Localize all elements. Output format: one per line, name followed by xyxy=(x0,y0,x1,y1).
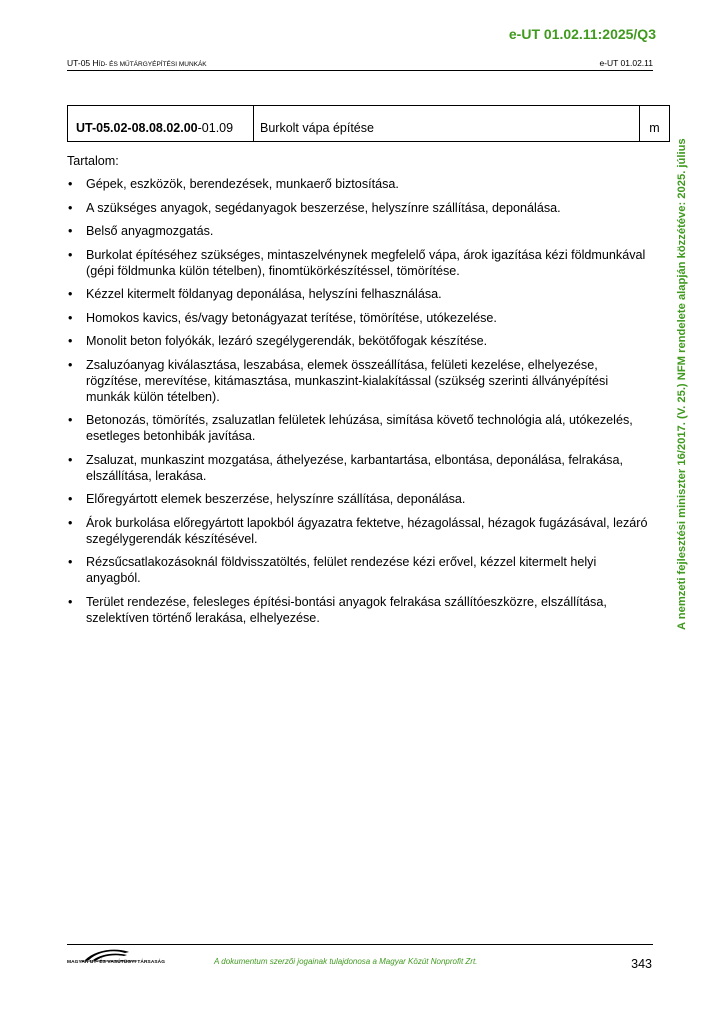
content-list-item-text: A szükséges anyagok, segédanyagok beszerzése, helyszínre szállítása, deponálása. xyxy=(86,200,561,215)
content-list-item xyxy=(67,333,653,349)
item-table xyxy=(67,105,670,142)
content-section xyxy=(67,153,653,633)
content-list-item-text: Gépek, eszközök, berendezések, munkaerő biztosítása. xyxy=(86,177,399,191)
content-list-item xyxy=(67,310,653,326)
running-header xyxy=(67,58,653,71)
content-list-item xyxy=(67,223,653,239)
side-note xyxy=(673,95,691,630)
item-code: UT-05.02-08.08.02.00 xyxy=(76,121,198,135)
content-list-item-text: Rézsűcsatlakozásoknál földvisszatöltés, felület rendezése kézi erővel, kézzel kitermelt helyi anyagból. xyxy=(86,555,597,585)
document-code: e-UT 01.02.11:2025/Q3 xyxy=(508,26,656,42)
bullet-icon: • xyxy=(68,247,73,262)
bullet-icon: • xyxy=(68,224,73,238)
content-list-item-text: Kézzel kitermelt földanyag deponálása, helyszíni felhasználása. xyxy=(86,287,442,301)
section-title-prefix: UT-05 H xyxy=(67,58,99,68)
bullet-icon: • xyxy=(68,310,73,325)
content-list-item-text: Monolit beton folyókák, lezáró szegélygerendák, bekötőfogak készítése. xyxy=(86,334,488,348)
content-title: Tartalom: xyxy=(67,154,119,168)
content-list-item-text: Előregyártott elemek beszerzése, helyszínre szállítása, deponálása. xyxy=(86,492,466,506)
content-list-item xyxy=(67,286,653,302)
publication-note: A nemzeti fejlesztési miniszter 16/2017. (V. 25.) NFM rendelete alapján közzétéve: 2025. július xyxy=(676,138,688,630)
content-list-item xyxy=(67,200,653,216)
bullet-icon: • xyxy=(68,452,73,467)
content-list-item xyxy=(67,247,653,279)
content-list-item xyxy=(67,357,653,405)
content-list-item xyxy=(67,491,653,507)
content-list-item xyxy=(67,412,653,444)
copyright-notice: A dokumentum szerzői jogainak tulajdonosa a Magyar Közút Nonprofit Zrt. xyxy=(214,957,478,966)
bullet-icon: • xyxy=(68,555,73,569)
content-list-item xyxy=(67,554,653,586)
bullet-icon: • xyxy=(68,594,73,609)
content-list-item-text: Terület rendezése, felesleges építési-bontási anyagok felrakása szállítóeszközre, elszállítása, szelektíven történő lerakása, elhelyezése. xyxy=(86,594,607,625)
content-list-item-text: Zsaluzóanyag kiválasztása, leszabása, elemek összeállítása, felületi kezelése, elhelyezése, rögzítése, merevítése, kitámasztása, munkaszint-kialakítással (szükség szerinti állványépítési munkák külön tételben). xyxy=(86,357,609,404)
footer-divider xyxy=(67,944,653,945)
bullet-icon: • xyxy=(68,515,73,530)
bullet-icon: • xyxy=(68,177,73,191)
section-title-rest: ÍD- ÉS MŰTÁRGYÉPÍTÉSI MUNKÁK xyxy=(98,61,207,68)
content-list-item-text: Betonozás, tömörítés, zsaluzatlan felületek lehúzása, simítása követő technológia alá, utókezelés, esetleges betonhibák javítása. xyxy=(86,413,633,443)
content-list xyxy=(67,176,653,626)
section-title xyxy=(67,58,207,68)
page-number: 343 xyxy=(631,957,652,971)
bullet-icon: • xyxy=(68,287,73,301)
bullet-icon: • xyxy=(68,334,73,348)
content-list-item xyxy=(67,594,653,626)
content-list-item-text: Burkolat építéséhez szükséges, mintaszelvénynek megfelelő vápa, árok igazítása kézi földmunkával (gépi földmunka külön tételben), finomtükörkészítéssel, tömörítése. xyxy=(86,247,646,278)
item-code-suffix: -01.09 xyxy=(197,121,234,135)
content-list-item xyxy=(67,176,653,192)
item-name: Burkolt vápa építése xyxy=(260,121,374,135)
content-list-item-text: Homokos kavics, és/vagy betonágyazat terítése, tömörítése, utókezelése. xyxy=(86,310,497,325)
header-doc-ref: e-UT 01.02.11 xyxy=(599,58,653,68)
bullet-icon: • xyxy=(68,492,73,506)
bullet-icon: • xyxy=(68,200,73,215)
content-list-item xyxy=(67,452,653,484)
bullet-icon: • xyxy=(68,413,73,427)
content-list-item-text: Belső anyagmozgatás. xyxy=(86,224,214,238)
bullet-icon: • xyxy=(68,357,73,372)
content-list-item-text: Árok burkolása előregyártott lapokból ágyazatra fektetve, hézagolással, hézagok fugázásával, lezáró szegélygerendák készítésével. xyxy=(86,515,648,546)
item-code-cell xyxy=(68,106,254,141)
logo-text: MAGYAR UT- ÉS VASÚTÜGYI TÁRSASÁG xyxy=(67,960,166,965)
society-logo xyxy=(67,946,167,970)
content-list-item-text: Zsaluzat, munkaszint mozgatása, áthelyezése, karbantartása, elbontása, deponálása, felrakása, elszállítása, lerakása. xyxy=(86,452,623,483)
item-unit: m xyxy=(639,106,669,141)
content-list-item xyxy=(67,515,653,547)
